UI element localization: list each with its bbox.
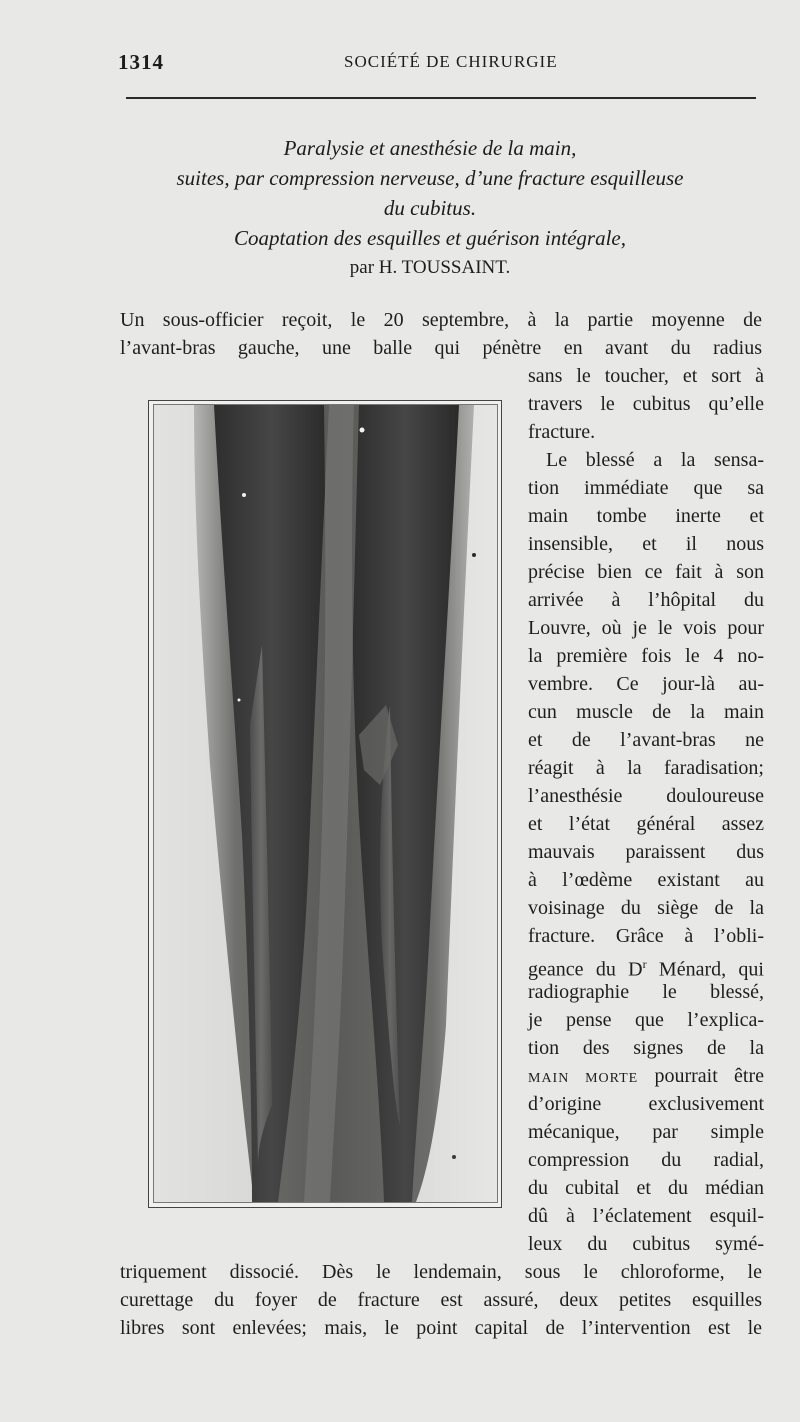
film-speck bbox=[242, 493, 246, 497]
paragraph-line: Un sous-officier reçoit, le 20 septembre, à la partie moyenne de bbox=[120, 309, 762, 331]
column-line: leux du cubitus symé- bbox=[528, 1233, 764, 1255]
column-line: du cubital et du médian bbox=[528, 1177, 764, 1199]
small-caps-text: MAIN MORTE bbox=[528, 1071, 639, 1086]
film-speck bbox=[452, 1155, 456, 1159]
column-line: travers le cubitus qu’elle bbox=[528, 393, 764, 415]
column-line: radiographie le blessé, bbox=[528, 981, 764, 1003]
column-line: tion immédiate que sa bbox=[528, 477, 764, 499]
column-line: insensible, et il nous bbox=[528, 533, 764, 555]
column-line: geance du $D^r$ Ménard, qui bbox=[528, 957, 764, 981]
column-line: et de l’avant-bras ne bbox=[528, 729, 764, 751]
title-line: Coaptation des esquilles et guérison intégrale, bbox=[234, 226, 626, 250]
running-head bbox=[118, 50, 762, 80]
column-line: vembre. Ce jour-là au- bbox=[528, 673, 764, 695]
header-rule bbox=[126, 97, 756, 99]
column-line: main tombe inerte et bbox=[528, 505, 764, 527]
column-line: Le blessé a la sensa- bbox=[546, 449, 764, 471]
article-title bbox=[100, 133, 760, 253]
column-line: MAIN MORTE pourrait être bbox=[528, 1065, 764, 1087]
paragraph-line: triquement dissocié. Dès le lendemain, sous le chloroforme, le bbox=[120, 1261, 762, 1283]
column-line: cun muscle de la main bbox=[528, 701, 764, 723]
paragraph-line: sans le toucher, et sort à bbox=[528, 365, 764, 387]
xray-svg bbox=[154, 405, 497, 1202]
title-line: suites, par compression nerveuse, d’une fracture esquilleuse bbox=[176, 166, 684, 190]
paragraph-line: l’avant-bras gauche, une balle qui pénètre en avant du radius bbox=[120, 337, 762, 359]
radiograph-image bbox=[153, 404, 498, 1203]
journal-title: SOCIÉTÉ DE CHIRURGIE bbox=[344, 52, 558, 71]
column-line: voisinage du siège de la bbox=[528, 897, 764, 919]
column-line: dû à l’éclatement esquil- bbox=[528, 1205, 764, 1227]
paragraph-line: curettage du foyer de fracture est assuré, deux petites esquilles bbox=[120, 1289, 762, 1311]
column-line: mécanique, par simple bbox=[528, 1121, 764, 1143]
title-line: du cubitus. bbox=[383, 196, 477, 220]
column-line: la première fois le 4 no- bbox=[528, 645, 764, 667]
film-speck bbox=[472, 553, 476, 557]
column-line: et l’état général assez bbox=[528, 813, 764, 835]
column-line: mauvais paraissent dus bbox=[528, 841, 764, 863]
column-line: Louvre, où je le vois pour bbox=[528, 617, 764, 639]
radiograph-figure bbox=[148, 400, 502, 1208]
column-line: à l’œdème existant au bbox=[528, 869, 764, 891]
title-line: Paralysie et anesthésie de la main, bbox=[283, 136, 577, 160]
column-line: tion des signes de la bbox=[528, 1037, 764, 1059]
column-line: précise bien ce fait à son bbox=[528, 561, 764, 583]
column-line: réagit à la faradisation; bbox=[528, 757, 764, 779]
page-number: 1314 bbox=[118, 50, 164, 74]
byline: par H. TOUSSAINT. bbox=[349, 257, 511, 278]
film-speck bbox=[360, 428, 365, 433]
column-line: compression du radial, bbox=[528, 1149, 764, 1171]
column-line: d’origine exclusivement bbox=[528, 1093, 764, 1115]
column-line: je pense que l’explica- bbox=[528, 1009, 764, 1031]
superscript: r bbox=[642, 957, 647, 971]
paragraph-line: libres sont enlevées; mais, le point capital de l’intervention est le bbox=[120, 1317, 762, 1339]
column-line: fracture. Grâce à l’obli- bbox=[528, 925, 764, 947]
column-line: arrivée à l’hôpital du bbox=[528, 589, 764, 611]
column-line: fracture. bbox=[528, 421, 596, 443]
film-speck bbox=[238, 699, 241, 702]
column-line: l’anesthésie douloureuse bbox=[528, 785, 764, 807]
